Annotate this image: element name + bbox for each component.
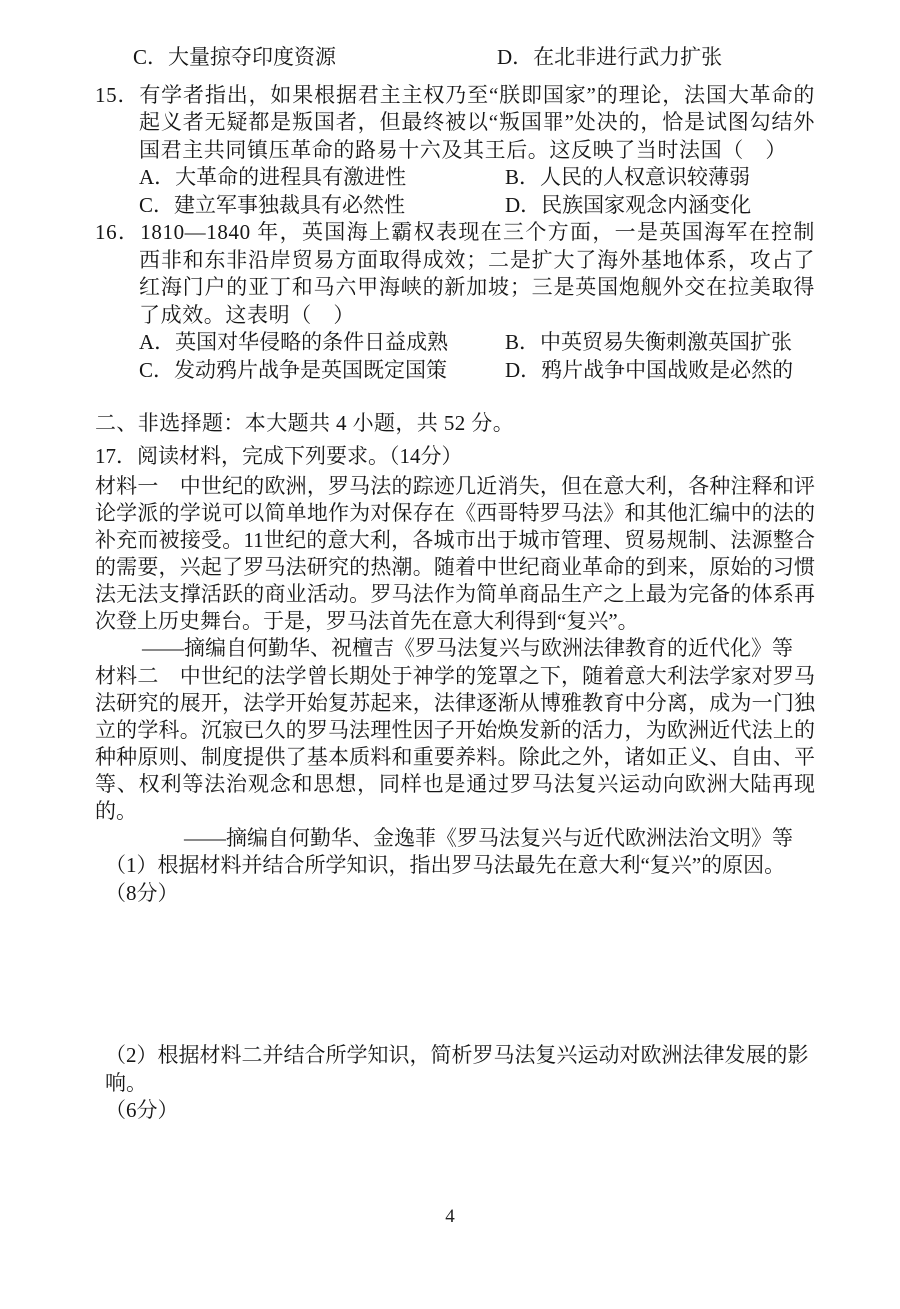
q16-option-c: C．发动鸦片战争是英国既定国策 — [139, 357, 448, 382]
question-16-options — [95, 329, 815, 384]
question-15-stem — [95, 82, 815, 165]
question-16-text: 1810—1840 年，英国海上霸权表现在三个方面，一是英国海军在控制西非和东非沿岸贸易方面取得成效；二是扩大了海外基地体系，攻占了红海门户的亚丁和马六甲海峡的新加坡；三是英国炮舰外交在拉美取得了成效。这表明（ ） — [139, 220, 815, 327]
question-16 — [95, 219, 815, 384]
q15-option-d: D．民族国家观念内涵变化 — [505, 192, 752, 217]
material-1-text: 材料一 中世纪的欧洲，罗马法的踪迹几近消失，但在意大利，各种注释和评论学派的学说可以简单地作为对保存在《西哥特罗马法》和其他汇编中的法的补充而被接受。11世纪的意大利，各城市出于城市管理、贸易规制、法源整合的需要，兴起了罗马法研究的热潮。随着中世纪商业革命的到来，原始的习惯法无法支撑活跃的商业活动。罗马法作为简单商品生产之上最为完备的体系再次登上历史舞台。于是，罗马法首先在意大利得到“复兴”。 — [95, 474, 815, 633]
q16-option-a: A．英国对华侵略的条件日益成熟 — [139, 330, 449, 354]
q15-option-c: C．建立军事独裁具有必然性 — [139, 192, 406, 217]
question-16-number: 16． — [95, 220, 141, 244]
question-17-title: 17．阅读材料，完成下列要求。（14分） — [95, 443, 463, 468]
question-15 — [95, 82, 815, 220]
question-15-number: 15． — [95, 82, 140, 107]
q14-option-c: C．大量掠夺印度资源 — [133, 45, 337, 69]
q16-option-b: B．中英贸易失衡刺激英国扩张 — [505, 330, 793, 354]
question-17-sub2 — [95, 1042, 835, 1125]
q16-option-d: D．鸦片战争中国战败是必然的 — [505, 357, 794, 382]
question-17-sub2-score: （6分） — [105, 1098, 179, 1122]
question-15-text: 有学者指出，如果根据君主主权乃至“朕即国家”的理论，法国大革命的起义者无疑都是叛国者，但最终被以“叛国罪”处决的，恰是试图勾结外国君主共同镇压革命的路易十六及其王后。这反映了当时法国（ ） — [139, 82, 815, 162]
question-15-options — [95, 164, 815, 219]
section-2-heading: 二、非选择题：本大题共 4 小题，共 52 分。 — [95, 411, 515, 435]
material-2-text: 材料二 中世纪的法学曾长期处于神学的笼罩之下，随着意大利法学家对罗马法研究的展开，法学开始复苏起来，法律逐渐从博雅教育中分离，成为一门独立的学科。沉寂已久的罗马法理性因子开始焕发新的活力，为欧洲近代法上的种种原则、制度提供了基本质料和重要养料。除此之外，诸如正义、自由、平等、权利等法治观念和思想，同样也是通过罗马法复兴运动向欧洲大陆再现的。 — [95, 663, 815, 823]
q15-option-a: A．大革命的进程具有激进性 — [139, 165, 407, 189]
material-1-source: ——摘编自何勤华、祝檀吉《罗马法复兴与欧洲法律教育的近代化》等 — [142, 636, 793, 660]
exam-content — [95, 44, 815, 1125]
question-17-sub2-text: （2）根据材料二并结合所学知识，简析罗马法复兴运动对欧洲法律发展的影响。 — [105, 1043, 809, 1095]
q15-option-b: B．人民的人权意识较薄弱 — [505, 165, 751, 189]
question-17-sub1-text: （1）根据材料并结合所学知识，指出罗马法最先在意大利“复兴”的原因。 — [105, 853, 786, 877]
q14-option-d: D．在北非进行武力扩张 — [497, 45, 723, 69]
material-2-source: ——摘编自何勤华、金逸菲《罗马法复兴与近代欧洲法治文明》等 — [184, 825, 793, 850]
page-number: 4 — [445, 1206, 455, 1227]
question-16-stem — [95, 219, 815, 329]
q14-options-row — [95, 44, 815, 72]
question-17-sub1-score: （8分） — [105, 880, 179, 905]
